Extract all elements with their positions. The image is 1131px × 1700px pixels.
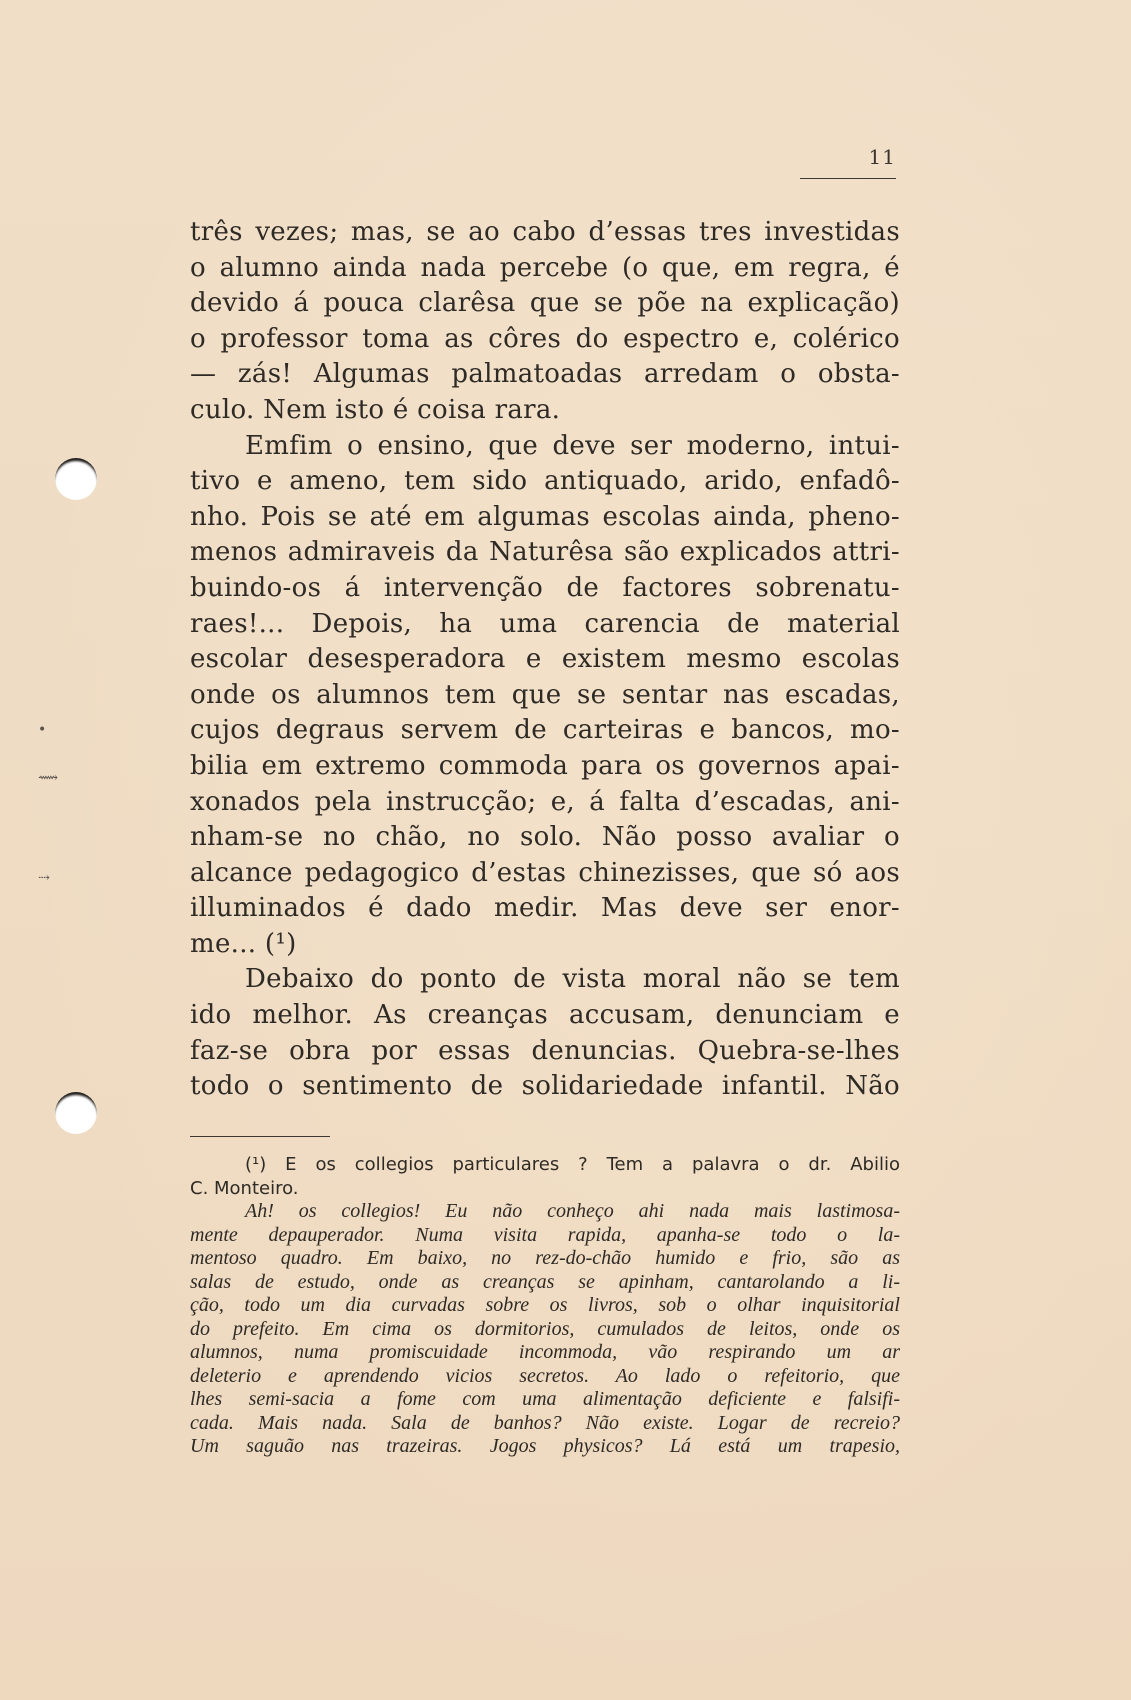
footnote-line: ção, todo um dia curvadas sobre os livros, sob o olhar inquisitorial — [190, 1294, 900, 1316]
body-line: Emfim o ensino, que deve ser moderno, intui- — [245, 430, 900, 461]
body-line: ido melhor. As creanças accusam, denunciam e — [190, 1000, 900, 1031]
body-line: culo. Nem isto é coisa rara. — [190, 394, 561, 425]
body-line: bilia em extremo commoda para os governos apai- — [190, 750, 900, 781]
footnote-line: mentoso quadro. Em baixo, no rez-do-chão humido e frio, são as — [190, 1247, 900, 1269]
body-line: devido á pouca clarêsa que se põe na explicação) — [190, 288, 900, 319]
margin-mark: • — [38, 722, 47, 738]
footnote-line: cada. Mais nada. Sala de banhos? Não existe. Logar de recreio? — [190, 1411, 900, 1434]
body-line: nho. Pois se até em algumas escolas ainda, pheno- — [190, 501, 900, 532]
footnote-line: lhes semi-sacia a fome com uma alimentação deficiente e falsifi- — [190, 1388, 900, 1410]
body-line: o professor toma as côres do espectro e, colérico — [190, 323, 900, 354]
body-line: todo o sentimento de solidariedade infantil. Não — [190, 1071, 900, 1102]
body-line: raes!... Depois, ha uma carencia de material — [190, 608, 900, 639]
margin-mark: ⇢ — [38, 870, 50, 886]
footnote-line: (¹) E os collegios particulares ? Tem a palavra o dr. Abilio — [245, 1154, 900, 1175]
body-line: xonados pela instrucção; e, á falta d’escadas, ani- — [190, 786, 900, 817]
margin-mark: ⟿ — [38, 770, 59, 786]
page-number-rule — [800, 178, 896, 179]
footnote-line: salas de estudo, onde as creanças se apinham, cantarolando a li- — [190, 1270, 900, 1293]
footnote-rule — [190, 1136, 330, 1137]
footnote-line: do prefeito. Em cima os dormitorios, cumulados de leitos, onde os — [190, 1317, 900, 1340]
body-line: alcance pedagogico d’estas chinezisses, que só aos — [190, 857, 900, 888]
body-line: Debaixo do ponto de vista moral não se tem — [245, 964, 900, 995]
footnote-line: Ah! os collegios! Eu não conheço ahi nada mais lastimosa- — [245, 1200, 900, 1222]
body-line: escolar desesperadora e existem mesmo escolas — [190, 644, 900, 675]
body-line: cujos degraus servem de carteiras e bancos, mo- — [190, 715, 900, 746]
footnote-line: C. Monteiro. — [190, 1177, 299, 1199]
body-line: três vezes; mas, se ao cabo d’essas tres investidas — [190, 217, 900, 247]
footnote-line: Um saguão nas trazeiras. Jogos physicos? Lá está um trapesio, — [190, 1435, 900, 1457]
body-text — [190, 215, 900, 1105]
footnote — [190, 1153, 900, 1459]
page-number: 11 — [868, 145, 896, 169]
body-line: menos admiraveis da Naturêsa são explicados attri- — [190, 537, 900, 568]
body-line: — zás! Algumas palmatoadas arredam o obsta- — [190, 359, 900, 390]
body-line: me... (¹) — [190, 928, 297, 959]
body-line: o alumno ainda nada percebe (o que, em regra, é — [190, 252, 900, 283]
body-line: buindo-os á intervenção de factores sobrenatu- — [190, 572, 900, 603]
body-line: faz-se obra por essas denuncias. Quebra-se-lhes — [190, 1035, 900, 1066]
footnote-line: alumnos, numa promiscuidade incommoda, vão respirando um ar — [190, 1341, 900, 1363]
footnote-line: mente depauperador. Numa visita rapida, apanha-se todo o la- — [190, 1223, 900, 1246]
binding-hole-top — [55, 458, 97, 500]
body-line: nham-se no chão, no solo. Não posso avaliar o — [190, 822, 900, 853]
binding-hole-bottom — [55, 1092, 97, 1134]
footnote-line: deleterio e aprendendo vicios secretos. Ao lado o refeitorio, que — [190, 1364, 900, 1387]
body-line: tivo e ameno, tem sido antiquado, arido, enfadô- — [190, 466, 900, 497]
body-line: illuminados é dado medir. Mas deve ser enor- — [190, 893, 900, 924]
body-line: onde os alumnos tem que se sentar nas escadas, — [190, 679, 900, 710]
